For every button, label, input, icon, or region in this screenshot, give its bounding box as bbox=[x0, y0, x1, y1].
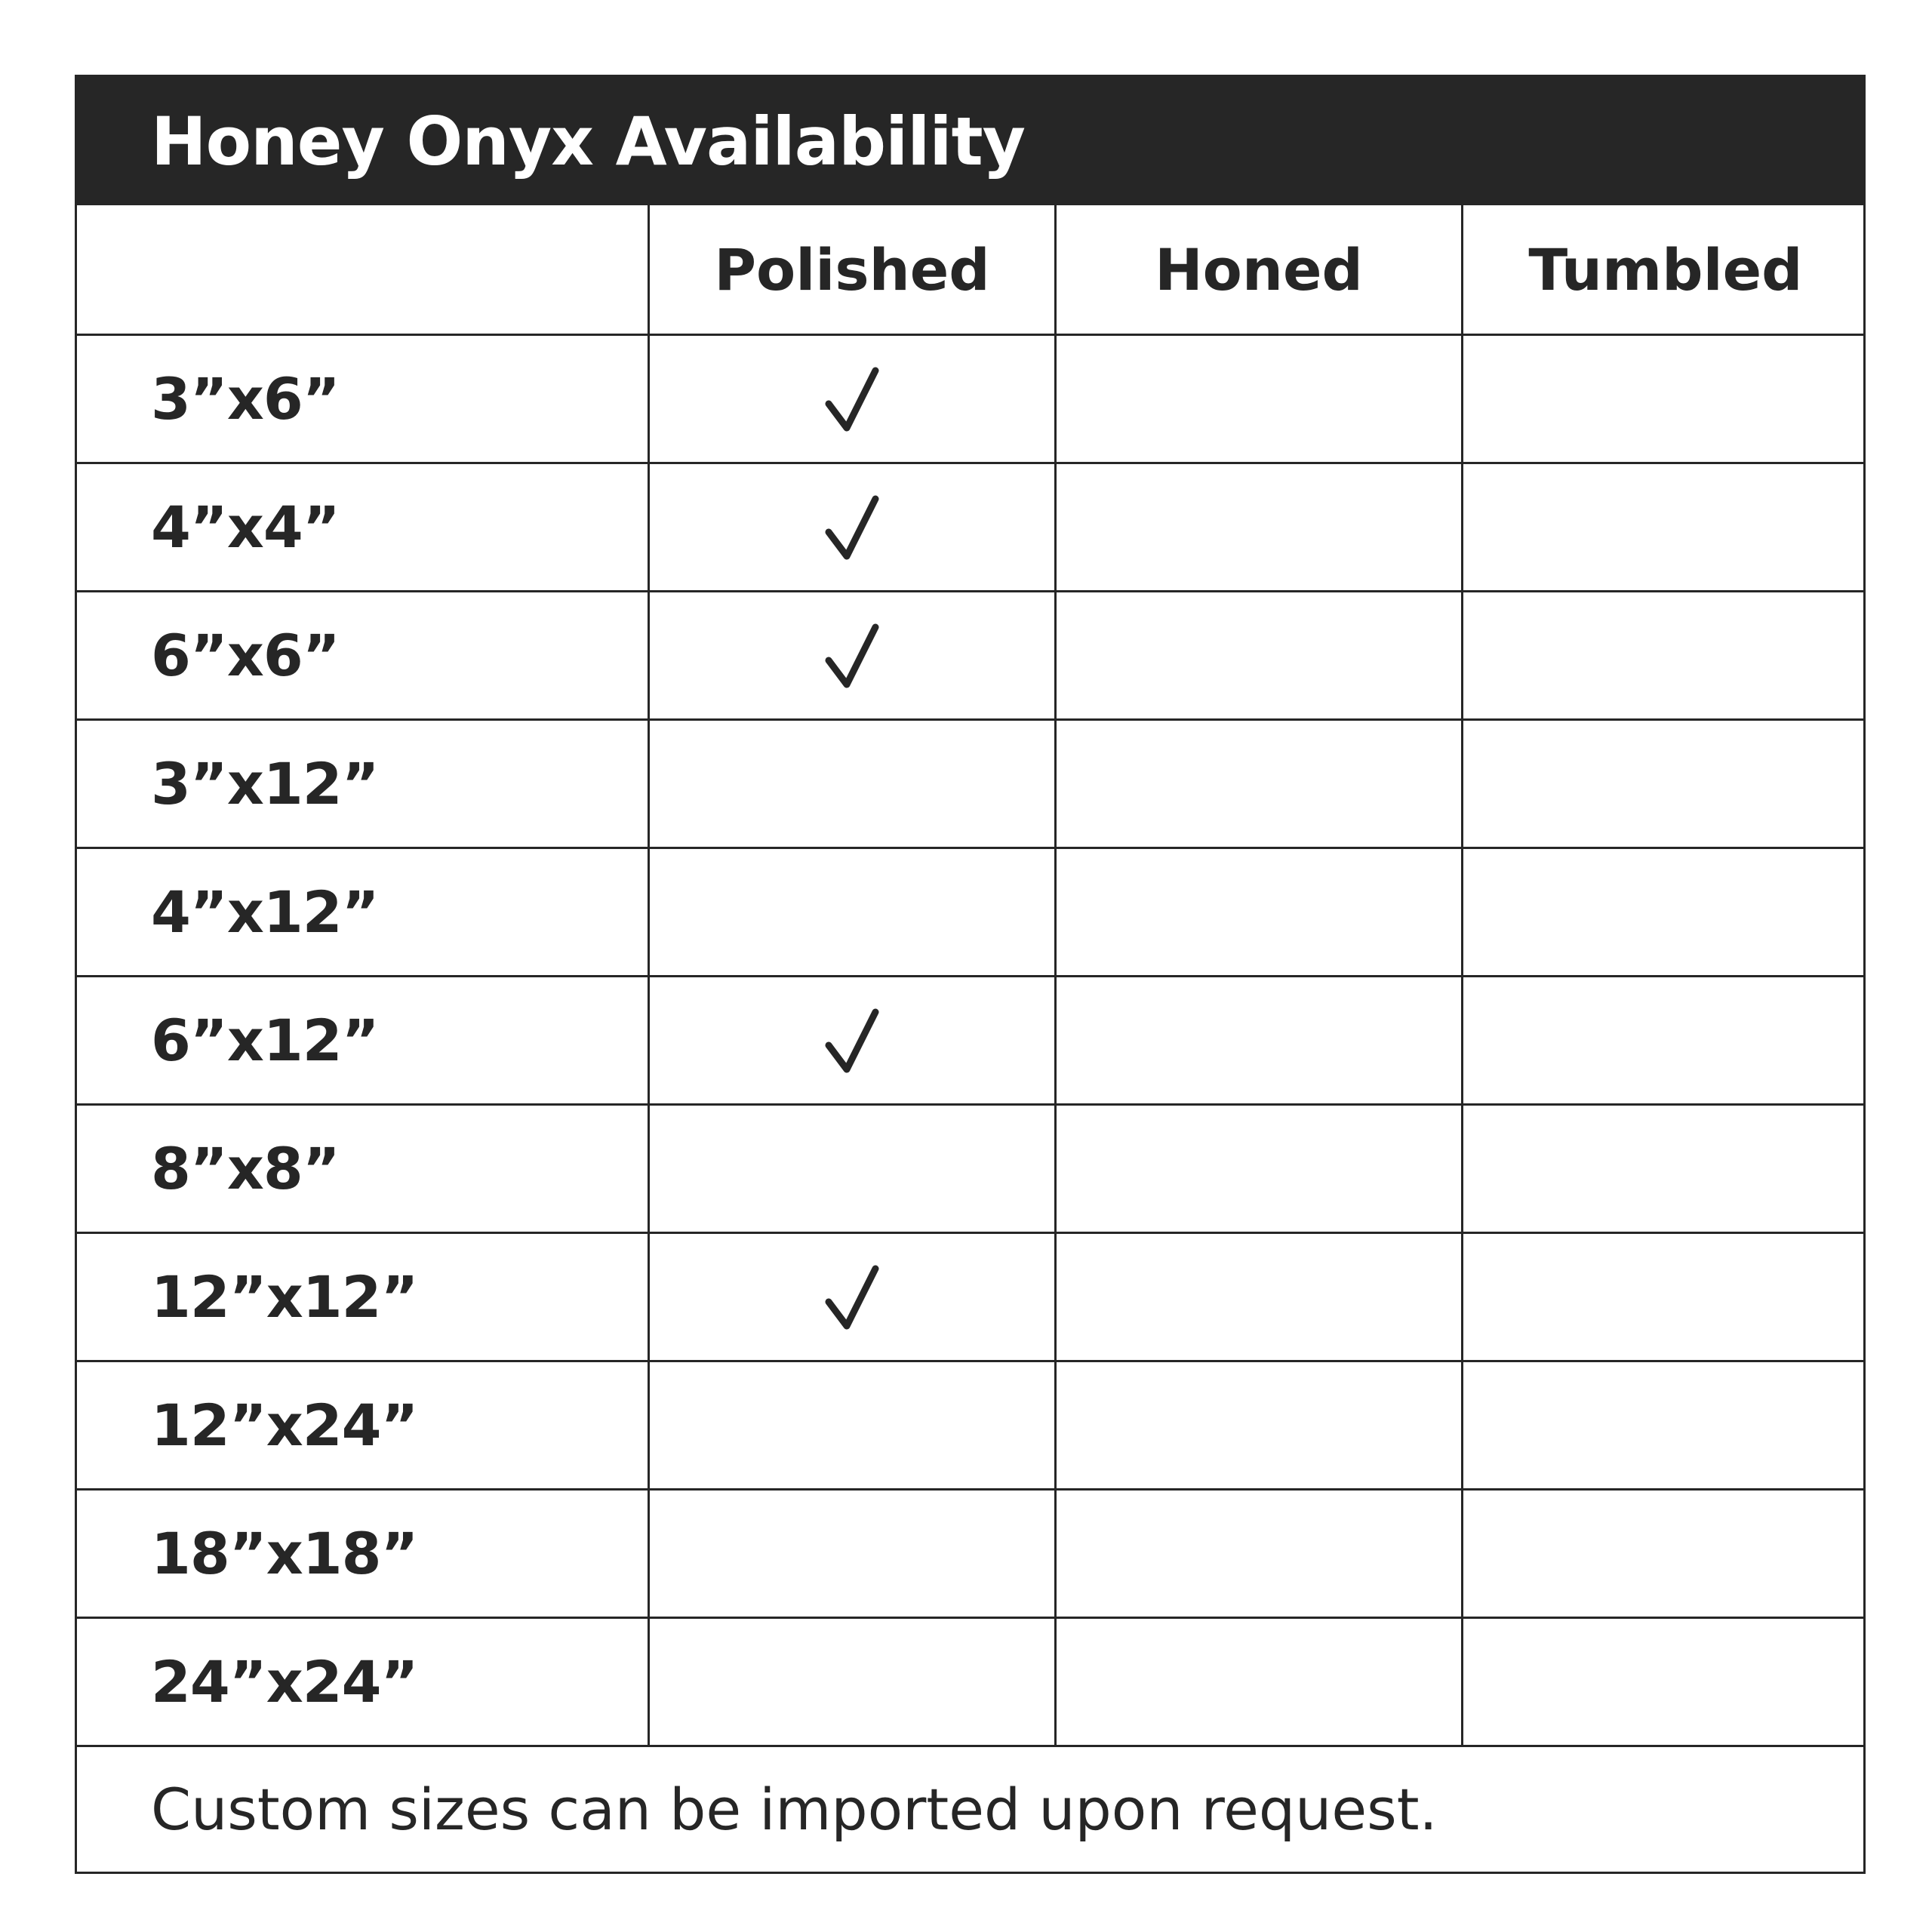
column-header-polished: Polished bbox=[648, 205, 1054, 334]
tumbled-cell bbox=[1461, 721, 1868, 847]
table-row bbox=[77, 462, 1863, 590]
polished-cell bbox=[648, 1491, 1054, 1617]
table-row bbox=[77, 1617, 1863, 1745]
size-label: 4”x12” bbox=[151, 878, 379, 946]
tumbled-cell bbox=[1461, 464, 1868, 590]
tumbled-cell bbox=[1461, 336, 1868, 462]
size-cell bbox=[77, 464, 648, 590]
table-row bbox=[77, 1488, 1863, 1617]
honed-cell bbox=[1054, 977, 1461, 1103]
size-cell bbox=[77, 1619, 648, 1745]
size-label: 4”x4” bbox=[151, 494, 340, 561]
size-cell bbox=[77, 1106, 648, 1232]
check-mark-icon bbox=[824, 494, 880, 561]
check-mark-icon bbox=[824, 1264, 880, 1331]
size-cell bbox=[77, 1491, 648, 1617]
column-header-size bbox=[77, 205, 648, 334]
polished-cell bbox=[648, 849, 1054, 975]
size-label: 12”x12” bbox=[151, 1263, 418, 1331]
size-label: 3”x12” bbox=[151, 750, 379, 817]
size-label: 6”x6” bbox=[151, 622, 340, 689]
tumbled-cell bbox=[1461, 1234, 1868, 1360]
polished-cell bbox=[648, 1106, 1054, 1232]
polished-cell bbox=[648, 1362, 1054, 1488]
size-label: 18”x18” bbox=[151, 1520, 418, 1587]
table-row bbox=[77, 1232, 1863, 1360]
size-cell bbox=[77, 1362, 648, 1488]
tumbled-cell bbox=[1461, 1491, 1868, 1617]
honed-cell bbox=[1054, 336, 1461, 462]
table-row bbox=[77, 1360, 1863, 1488]
polished-cell bbox=[648, 977, 1054, 1103]
honed-cell bbox=[1054, 1491, 1461, 1617]
polished-cell bbox=[648, 721, 1054, 847]
size-cell bbox=[77, 336, 648, 462]
polished-cell bbox=[648, 592, 1054, 718]
honed-cell bbox=[1054, 849, 1461, 975]
table-title: Honey Onyx Availability bbox=[151, 102, 1025, 180]
honed-cell bbox=[1054, 1234, 1461, 1360]
column-header-honed: Honed bbox=[1054, 205, 1461, 334]
availability-table bbox=[75, 75, 1866, 1874]
size-cell bbox=[77, 1234, 648, 1360]
honed-cell bbox=[1054, 721, 1461, 847]
size-label: 3”x6” bbox=[151, 365, 340, 432]
polished-cell bbox=[648, 1619, 1054, 1745]
honed-cell bbox=[1054, 1362, 1461, 1488]
check-mark-icon bbox=[824, 366, 880, 432]
table-row bbox=[77, 975, 1863, 1103]
table-row bbox=[77, 590, 1863, 718]
size-label: 8”x8” bbox=[151, 1135, 340, 1202]
check-mark-icon bbox=[824, 1008, 880, 1074]
tumbled-cell bbox=[1461, 592, 1868, 718]
footer-note: Custom sizes can be imported upon request. bbox=[151, 1776, 1438, 1843]
honed-cell bbox=[1054, 592, 1461, 718]
size-cell bbox=[77, 592, 648, 718]
tumbled-cell bbox=[1461, 1106, 1868, 1232]
column-header-row bbox=[77, 205, 1863, 334]
polished-cell bbox=[648, 1234, 1054, 1360]
honed-cell bbox=[1054, 464, 1461, 590]
title-bar bbox=[77, 77, 1863, 205]
tumbled-cell bbox=[1461, 1362, 1868, 1488]
size-label: 12”x24” bbox=[151, 1392, 418, 1459]
honed-cell bbox=[1054, 1619, 1461, 1745]
tumbled-cell bbox=[1461, 977, 1868, 1103]
table-body bbox=[77, 334, 1863, 1745]
honed-cell bbox=[1054, 1106, 1461, 1232]
polished-cell bbox=[648, 464, 1054, 590]
check-mark-icon bbox=[824, 623, 880, 689]
tumbled-cell bbox=[1461, 849, 1868, 975]
table-row bbox=[77, 1103, 1863, 1232]
table-row bbox=[77, 334, 1863, 462]
tumbled-cell bbox=[1461, 1619, 1868, 1745]
size-label: 6”x12” bbox=[151, 1007, 379, 1074]
footer-row bbox=[77, 1745, 1863, 1872]
polished-cell bbox=[648, 336, 1054, 462]
size-label: 24”x24” bbox=[151, 1648, 418, 1715]
size-cell bbox=[77, 721, 648, 847]
size-cell bbox=[77, 977, 648, 1103]
table-row bbox=[77, 718, 1863, 847]
table-row bbox=[77, 847, 1863, 975]
size-cell bbox=[77, 849, 648, 975]
column-header-tumbled: Tumbled bbox=[1461, 205, 1868, 334]
